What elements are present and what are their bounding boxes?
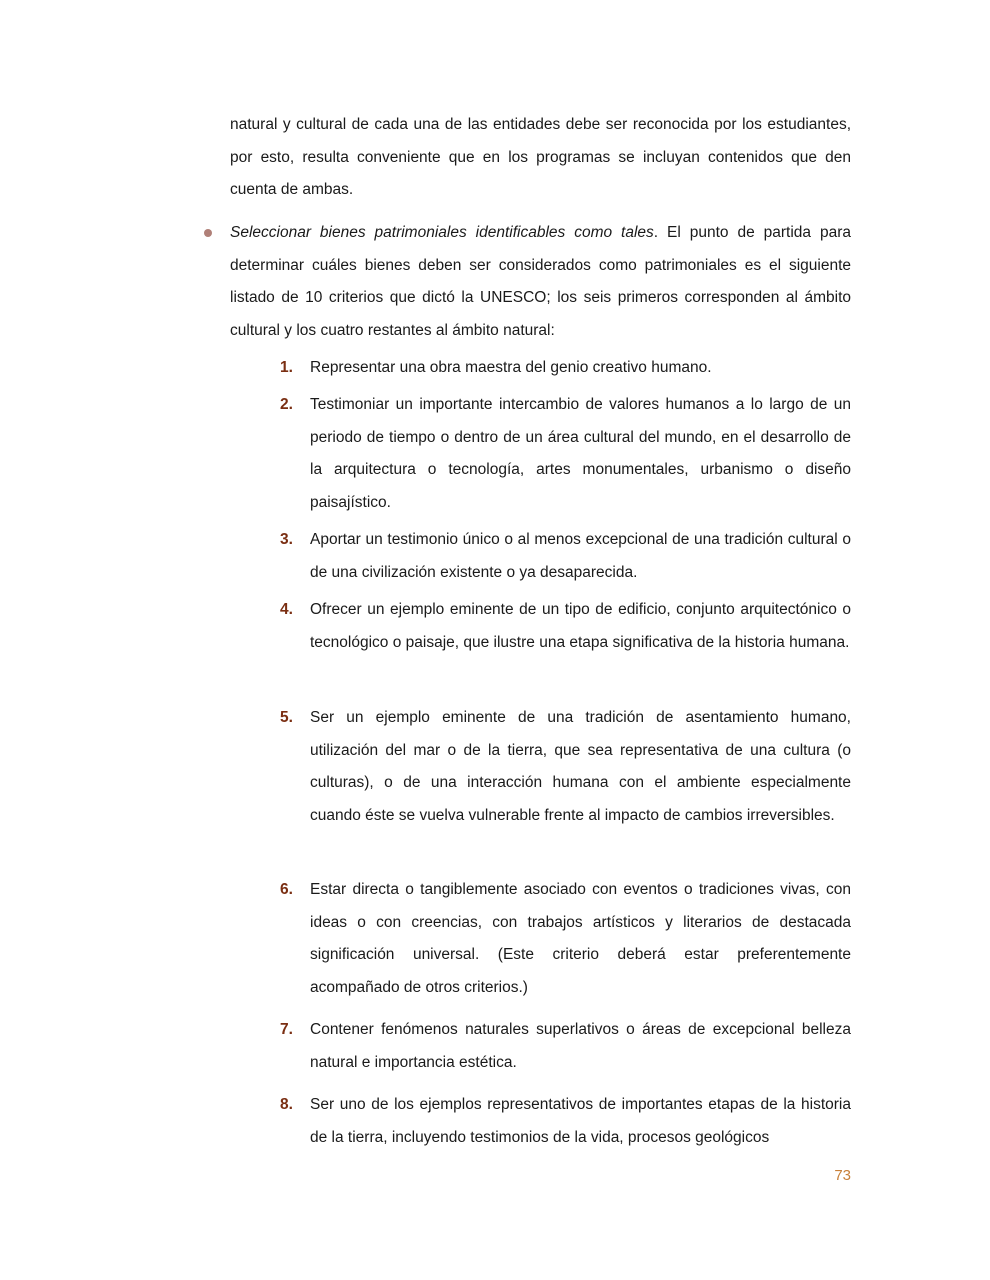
criterion-text: Testimoniar un importante intercambio de valores humanos a lo largo de un periodo de tiempo o dentro de un área cultural del mundo, en el desarrollo de la arquitectura o tecnología, artes monumentales, urbanismo o diseño paisajístico. (310, 396, 851, 511)
bullet-paragraph (230, 217, 851, 347)
bullet-text: . El punto de partida para determinar cuáles bienes deben ser considerados como patrimoniales es el siguiente listado de 10 criterios que dictó la UNESCO; los seis primeros corresponden al ámbito cultural y los cuatro restantes al ámbito natural: (230, 224, 851, 339)
criterion-number: 4. (280, 601, 293, 618)
criterion-item (280, 874, 851, 1004)
criterion-text: Contener fenómenos naturales superlativos o áreas de excepcional belleza natural e importancia estética. (310, 1021, 851, 1071)
criterion-text: Ser un ejemplo eminente de una tradición de asentamiento humano, utilización del mar o de la tierra, que sea representativa de una cultura (o culturas), o de una interacción humana con el ambiente especialmente cuando éste se vuelva vulnerable frente al impacto de cambios irreversibles. (310, 709, 851, 824)
criterion-item (280, 352, 851, 385)
bullet-title: Seleccionar bienes patrimoniales identificables como tales (230, 224, 654, 241)
criterion-number: 1. (280, 359, 293, 376)
criterion-text: Ofrecer un ejemplo eminente de un tipo de edificio, conjunto arquitectónico o tecnológico o paisaje, que ilustre una etapa significativa de la historia humana. (310, 601, 851, 651)
criterion-number: 5. (280, 709, 293, 726)
bullet-dot-icon (204, 229, 212, 237)
criterion-text: Estar directa o tangiblemente asociado con eventos o tradiciones vivas, con ideas o con creencias, con trabajos artísticos y literarios de destacada significación universal. (Este criterio deberá estar preferentemente acompañado de otros criterios.) (310, 881, 851, 996)
criterion-number: 7. (280, 1021, 293, 1038)
intro-paragraph: natural y cultural de cada una de las entidades debe ser reconocida por los estudiantes, por esto, resulta conveniente que en los programas se incluyan contenidos que den cuenta de ambas. (230, 116, 851, 198)
criterion-item (280, 702, 851, 832)
criterion-text: Representar una obra maestra del genio creativo humano. (310, 359, 712, 376)
criterion-item (280, 389, 851, 519)
criterion-item (280, 1014, 851, 1079)
criterion-number: 6. (280, 881, 293, 898)
criterion-text: Aportar un testimonio único o al menos excepcional de una tradición cultural o de una civilización existente o ya desaparecida. (310, 531, 851, 581)
criterion-item (280, 594, 851, 659)
criterion-item (280, 1089, 851, 1154)
criterion-number: 3. (280, 531, 293, 548)
criterion-number: 8. (280, 1096, 293, 1113)
criterion-text: Ser uno de los ejemplos representativos de importantes etapas de la historia de la tierra, incluyendo testimonios de la vida, procesos geológicos (310, 1096, 851, 1146)
criterion-item (280, 524, 851, 589)
page-number: 73 (834, 1167, 851, 1184)
criterion-number: 2. (280, 396, 293, 413)
